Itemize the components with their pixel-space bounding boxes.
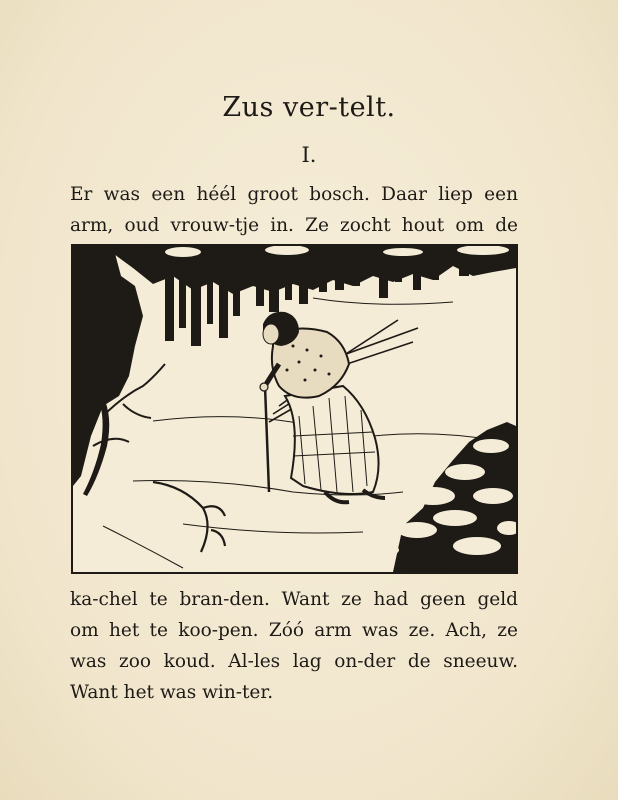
paragraph-after-illustration [70,584,518,708]
text-line: om het te koo-pen. Zóó arm was ze. Ach, ze [70,620,518,641]
text-line: arm, oud vrouw-tje in. Ze zocht hout om de [70,215,518,236]
chapter-number: I. [301,143,317,167]
illustration-winter-forest [71,244,518,574]
artist-monogram: J·M·B· [477,557,508,566]
text-line: Want het was win-ter. [70,682,274,703]
text-line: was zoo koud. Al-les lag on-der de sneeuw. [70,651,518,672]
page-title: Zus ver-telt. [222,92,396,123]
woodcut-drawing [73,246,516,572]
paragraph-before-illustration [70,179,518,241]
text-line: Er was een héél groot bosch. Daar liep een [70,184,518,205]
text-line: ka-chel te bran-den. Want ze had geen geld [70,589,518,610]
